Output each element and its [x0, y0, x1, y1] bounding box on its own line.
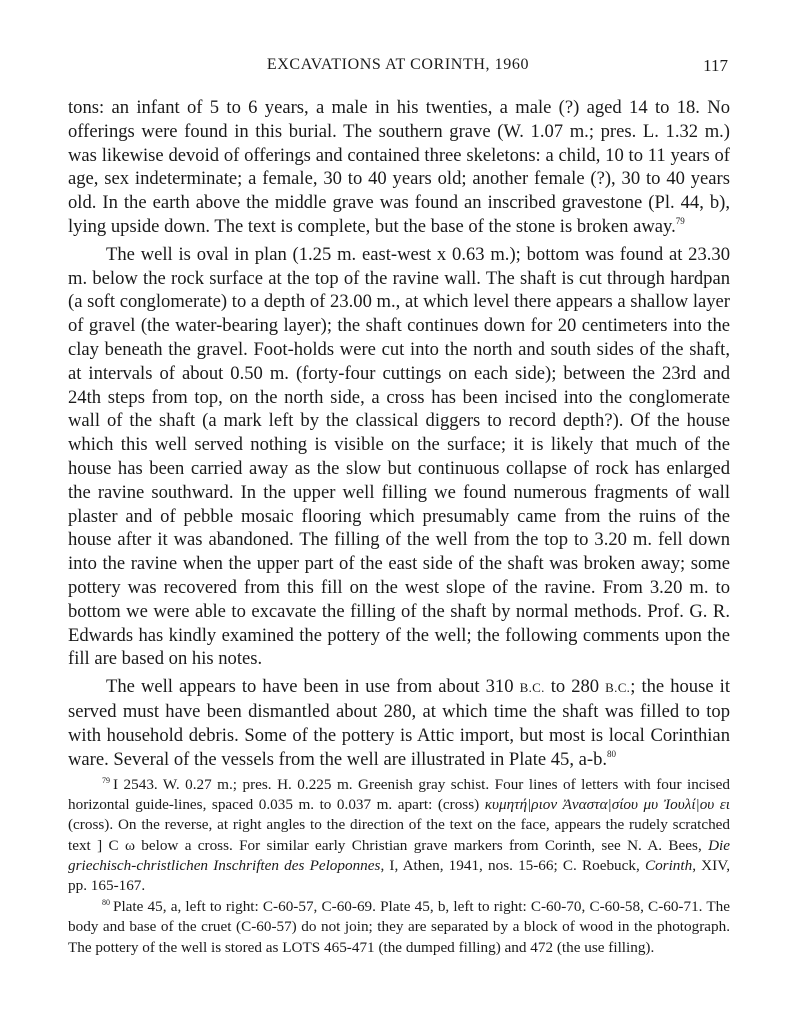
book-title: Die griechisch-christlichen Inschriften des Peloponnes [68, 836, 731, 874]
footnote-ref-80: 80 [607, 748, 617, 759]
footnote-text: Plate 45, a, left to right: C-60-57, C-60-69. Plate 45, b, left to right: C-60-70, C-60-58, C-60-71. The body and base of the cruet (C-60-57) do not join; they are separated by a block of wood in the photograph. The pottery of the well is stored as LOTS 465-471 (the dumped filling) and 472 (the use filling). [68, 898, 730, 956]
footnote-79 [68, 775, 730, 896]
scratched-text: ] C ω [97, 836, 135, 854]
paragraph-well-dating [68, 675, 730, 771]
era-abbrev: B.C. [605, 680, 631, 696]
footnote-mark: 80 [102, 898, 110, 908]
paragraph-text: to 280 [544, 676, 606, 698]
footnote-text: below a cross. For similar early Christian grave markers from Corinth, see N. A. Bees, [134, 836, 709, 854]
footnote-80 [68, 897, 730, 958]
paragraph-well-description [68, 243, 730, 671]
footnote-ref-79: 79 [675, 215, 685, 226]
footnote-text: , XIV, pp. 165-167. [68, 856, 730, 895]
footnote-text: , I, Athen, 1941, nos. 15-66; C. Roebuck, [380, 856, 645, 874]
paragraph-text: tons: an infant of 5 to 6 years, a male in his twenties, a male (?) aged 14 to 18. No offerings were found in this burial. The southern grave (W. 1.07 m.; pres. L. 1.32 m.) was likewise devoid of offerings and contained three skeletons: a child, 10 to 11 years of age, sex indeterminate; a female, 30 to 40 years old; another female (?), 30 to 40 years old. In the earth above the middle grave was found an inscribed gravestone (Pl. 44, b), lying upside down. The text is complete, but the base of the stone is broken away. [68, 97, 730, 237]
paragraph-text: The well is oval in plan (1.25 m. east-west x 0.63 m.); bottom was found at 23.30 m. below the rock surface at the top of the ravine wall. The shaft is cut through hardpan (a soft conglomerate) to a depth of 23.00 m., at which level there appears a shallow layer of gravel (the water-bearing layer); the shaft continues down for 20 centimeters into the clay beneath the gravel. Foot-holds were cut into the north and south sides of the shaft, at intervals of about 0.50 m. (forty-four cuttings on each side); between the 23rd and 24th steps from top, on the north side, a cross has been incised into the conglomerate wall of the shaft (a mark left by the classical diggers to record depth?). Of the house which this well served nothing is visible on the surface; it is likely that much of the house has been carried away as the slow but continuous collapse of rock has enlarged the ravine southward. In the upper well filling we found numerous fragments of wall plaster and of pebble mosaic flooring which presumably came from the ruins of the house after it was abandoned. The filling of the well from the top to 3.20 m. fell down into the ravine when the upper part of the east side of the shaft was broken away; some pottery was recovered from this fill on the west slope of the ravine. From 3.20 m. to bottom we were able to excavate the filling of the shaft by normal methods. Prof. G. R. Edwards has kindly examined the pottery of the well; the following comments upon the fill are based on his notes. [68, 243, 730, 670]
paragraph-continuation [68, 96, 730, 239]
footnotes [68, 775, 730, 958]
running-title: EXCAVATIONS AT CORINTH, 1960 [266, 56, 530, 73]
book-title: Corinth [644, 856, 693, 874]
page-number: 117 [703, 56, 728, 75]
body-text [68, 96, 730, 771]
era-abbrev: B.C. [519, 680, 545, 696]
paragraph-text: ; the house it served must have been dismantled about 280, at which time the shaft was filled to top with household debris. Some of the pottery is Attic import, but most is local Corinthian ware. Several of the vessels from the well are illustrated in Plate 45, a-b. [68, 676, 730, 770]
greek-inscription: κυμητή|ριον Ἀναστα|σίου μυ Ἰουλί|ου ει [484, 796, 731, 814]
footnote-text: I 2543. W. 0.27 m.; pres. H. 0.225 m. Greenish gray schist. Four lines of letters with four incised horizontal guide-lines, spaced 0.035 m. to 0.037 m. apart: (cross) [68, 776, 730, 814]
page-header [68, 56, 728, 82]
footnote-text: (cross). On the reverse, at right angles to the direction of the text on the face, appears the rudely scratched text [68, 816, 730, 854]
paragraph-text: The well appears to have been in use from about 310 [106, 676, 520, 698]
footnote-mark: 79 [102, 776, 110, 785]
